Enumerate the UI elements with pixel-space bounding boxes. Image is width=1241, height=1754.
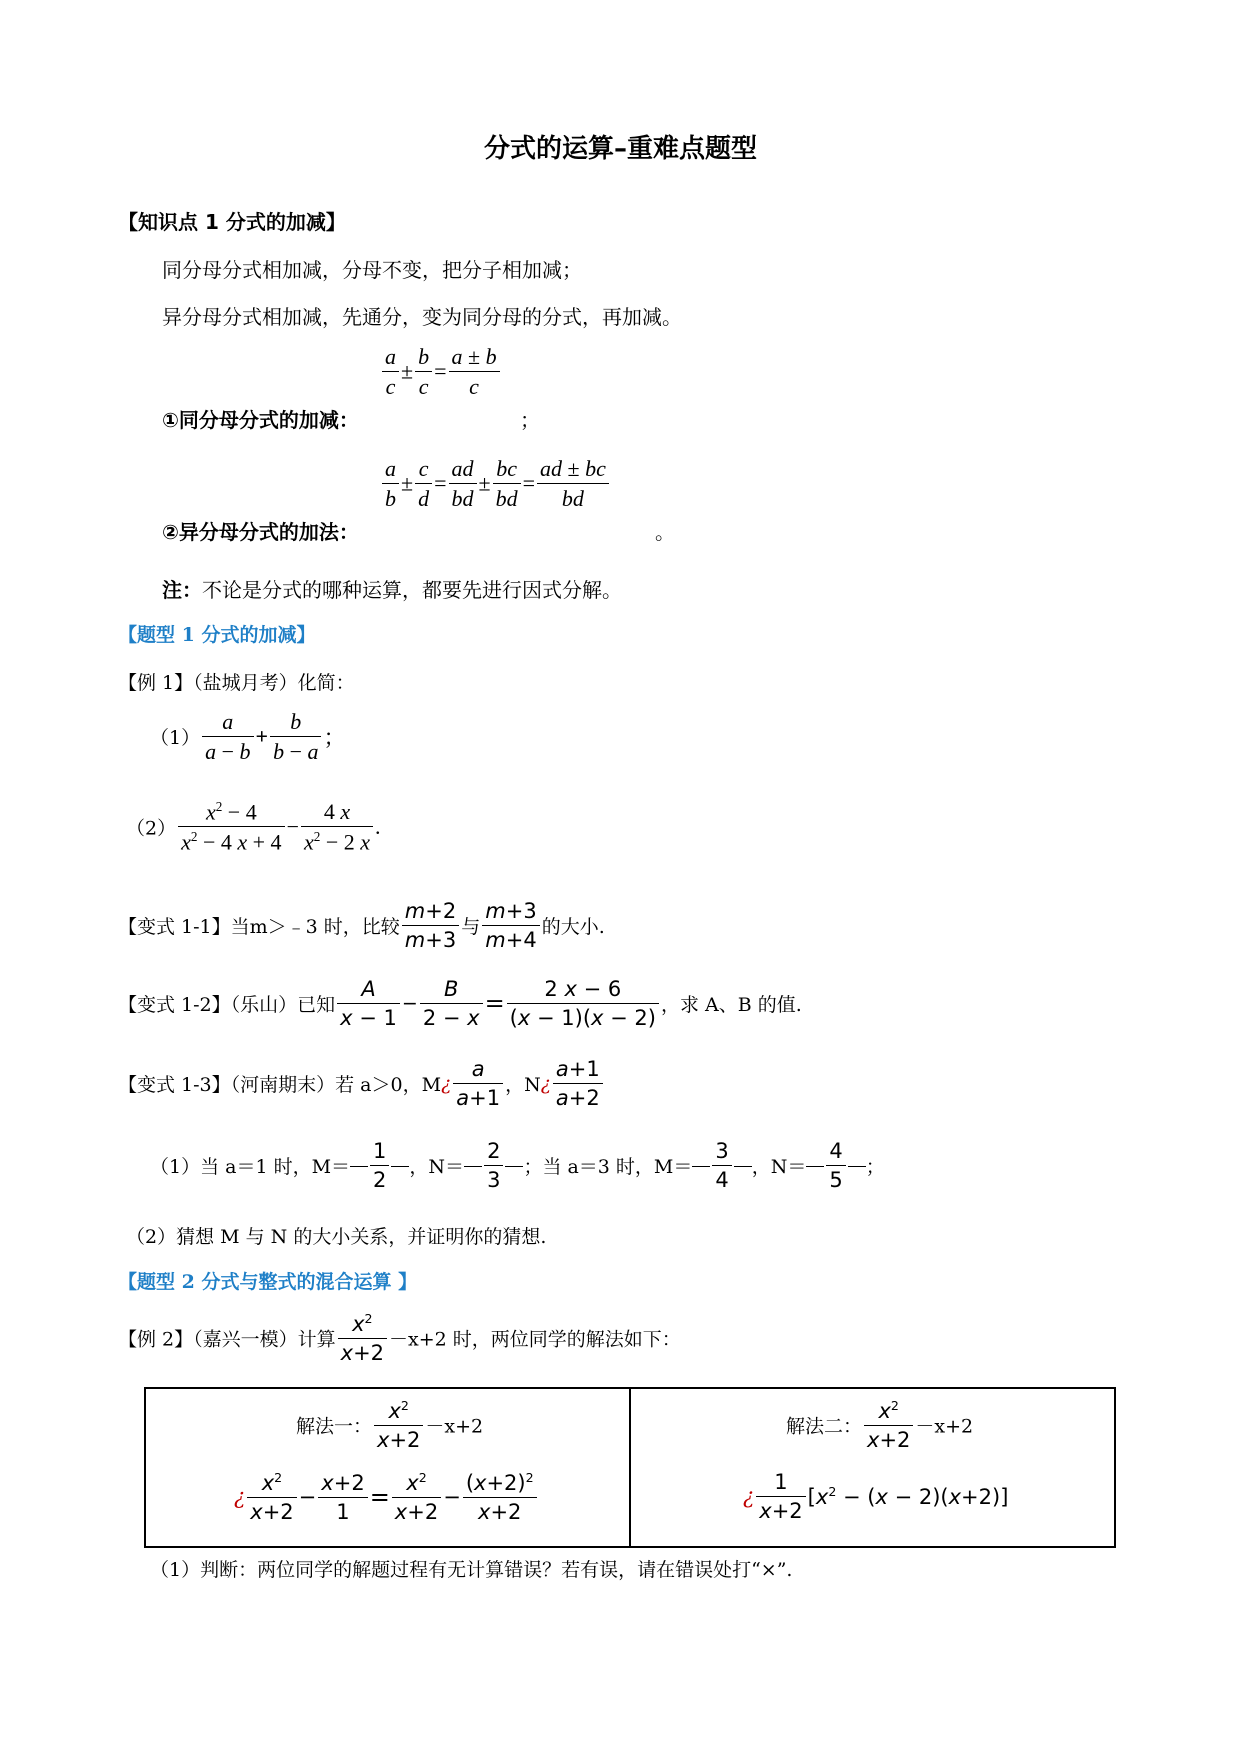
solution-1-glyph: ¿ [234, 1485, 246, 1510]
variant-1-3-label: 【变式 1-3】（河南期末）若 a＞0，M [118, 1074, 442, 1097]
example1-part1: （1） $\frac{a}{a - b}$ + $\frac{b}{b - a}$ ； [150, 709, 346, 765]
q1-mid: ；当 a＝3 时，M＝ [523, 1156, 693, 1179]
variant-1-3-sep: ，N [505, 1074, 541, 1097]
q1-end: ； [865, 1156, 885, 1179]
example1-part2-end: . [375, 813, 381, 839]
example1-part2: （2） $\frac{x^2 - 4}{x^2 - 4 x + 4}$ − $\frac{4 x}{x^2 - 2 x}$ . [126, 799, 381, 855]
rule1-label: ①同分母分式的加减： [162, 408, 359, 432]
example2-label: 【例 2】（嘉兴一模）计算 [118, 1328, 336, 1351]
solution-2-minus-expr: －x+2 [915, 1415, 974, 1438]
variant-1-3-glyph-n: ¿ [540, 1072, 551, 1095]
solution-1-header: 解法一： $\frac{x^2}{x+2}$ －x+2 [296, 1398, 484, 1453]
rule2-label: ②异分母分式的加法： [162, 520, 359, 544]
knowledge-line-1: 同分母分式相加减，分母不变，把分子相加减； [162, 258, 582, 282]
variant-1-3: 【变式 1-3】（河南期末）若 a＞0，M¿ $\frac{a}{a+1}$ ，N¿ $\frac{a+1}{a+2}$ [118, 1058, 605, 1109]
variant-1-1-label: 【变式 1-1】当 [118, 916, 250, 939]
variant-1-1-condition: m＞﹣3 时，比较 [249, 916, 400, 939]
knowledge-line-2: 异分母分式相加减，先通分，变为同分母的分式，再加减。 [162, 305, 682, 329]
rule2-end: 。 [655, 520, 675, 544]
knowledge-heading: 【知识点 1 分式的加减】 [118, 210, 346, 234]
example1-part1-label: （1） [150, 727, 201, 750]
example2-q1: （1）判断：两位同学的解题过程有无计算错误？若有误，请在错误处打“×”. [150, 1559, 793, 1581]
solution-2-cell [630, 1388, 1115, 1547]
note [162, 574, 622, 603]
variant-1-3-q2: （2）猜想 M 与 N 的大小关系，并证明你的猜想. [126, 1226, 547, 1248]
solution-1-label: 解法一： [296, 1415, 373, 1438]
q1-n: ，N＝ [409, 1156, 465, 1179]
solution-2-label: 解法二： [786, 1415, 863, 1438]
example1-label: 【例 1】（盐城月考）化简： [118, 672, 355, 694]
solution-1-step: ¿ $\frac{x^2}{x+2}$ − $\frac{x+2}{1}$ = $\frac{x^2}{x+2}$ − $\frac{(x+2)^2}{x+2}$ [234, 1471, 539, 1523]
example2-end: －x+2 时，两位同学的解法如下： [389, 1328, 681, 1351]
example1-part2-label: （2） [126, 817, 177, 840]
variant-1-3-glyph-m: ¿ [441, 1072, 452, 1095]
solutions-table [144, 1387, 1116, 1548]
solution-2-step: ¿ $\frac{1}{x+2}$ $[x^2 - (x - 2)(x+2)]$ [743, 1470, 1009, 1524]
variant-1-2-label: 【变式 1-2】（乐山）已知 [118, 994, 336, 1017]
variant-1-3-q1: （1）当 a＝1 时，M＝ $\frac{1}{2}$ ，N＝ $\frac{2}{3}$ ；当 a＝3 时，M＝ $\frac{3}{4}$ ，N＝ $\frac{4}{5}$ ； [150, 1139, 885, 1193]
variant-1-1: 【变式 1-1】当m＞﹣3 时，比较 $\frac{m+2}{m+3}$ 与 $\frac{m+3}{m+4}$ 的大小. [118, 899, 605, 953]
note-label: 注： [162, 578, 202, 602]
example1-part1-end: ； [323, 725, 346, 751]
type2-heading: 【题型 2 分式与整式的混合运算 】 [118, 1271, 418, 1293]
example2: 【例 2】（嘉兴一模）计算 $\frac{x^2}{x+2}$ －x+2 时，两位同学的解法如下： [118, 1311, 681, 1366]
variant-1-2: 【变式 1-2】（乐山）已知 $\frac{A}{x - 1}$ − $\frac{B}{2 - x}$ = $\frac{2 x - 6}{(x - 1)(x - 2)}$ ，求 A、B 的值. [118, 977, 802, 1031]
page-title: 分式的运算–重难点题型 [483, 134, 757, 164]
q1-label: （1）当 a＝1 时，M＝ [150, 1156, 351, 1179]
solution-1-cell [145, 1388, 630, 1547]
note-text: 不论是分式的哪种运算，都要先进行因式分解。 [202, 578, 622, 602]
solution-1-minus-expr: －x+2 [425, 1415, 484, 1438]
variant-1-1-end: 的大小. [541, 916, 605, 939]
rule1-end: ； [520, 408, 540, 432]
solution-2-header: 解法二： $\frac{x^2}{x+2}$ －x+2 [786, 1398, 974, 1453]
variant-1-2-end: ，求 A、B 的值. [660, 994, 802, 1017]
rule1-formula: $\frac{a}{c}$ ± $\frac{b}{c}$ = $\frac{a \pm b}{c}$ [380, 345, 502, 398]
q1-n2: ，N＝ [751, 1156, 807, 1179]
variant-1-1-mid: 与 [461, 916, 481, 939]
type1-heading: 【题型 1 分式的加减】 [118, 624, 316, 646]
solution-2-glyph: ¿ [743, 1484, 755, 1509]
rule2-formula: $\frac{a}{b}$ ± $\frac{c}{d}$ = $\frac{ad}{bd}$ ± $\frac{bc}{bd}$ = $\frac{ad \pm bc}{bd}$ [380, 457, 611, 510]
